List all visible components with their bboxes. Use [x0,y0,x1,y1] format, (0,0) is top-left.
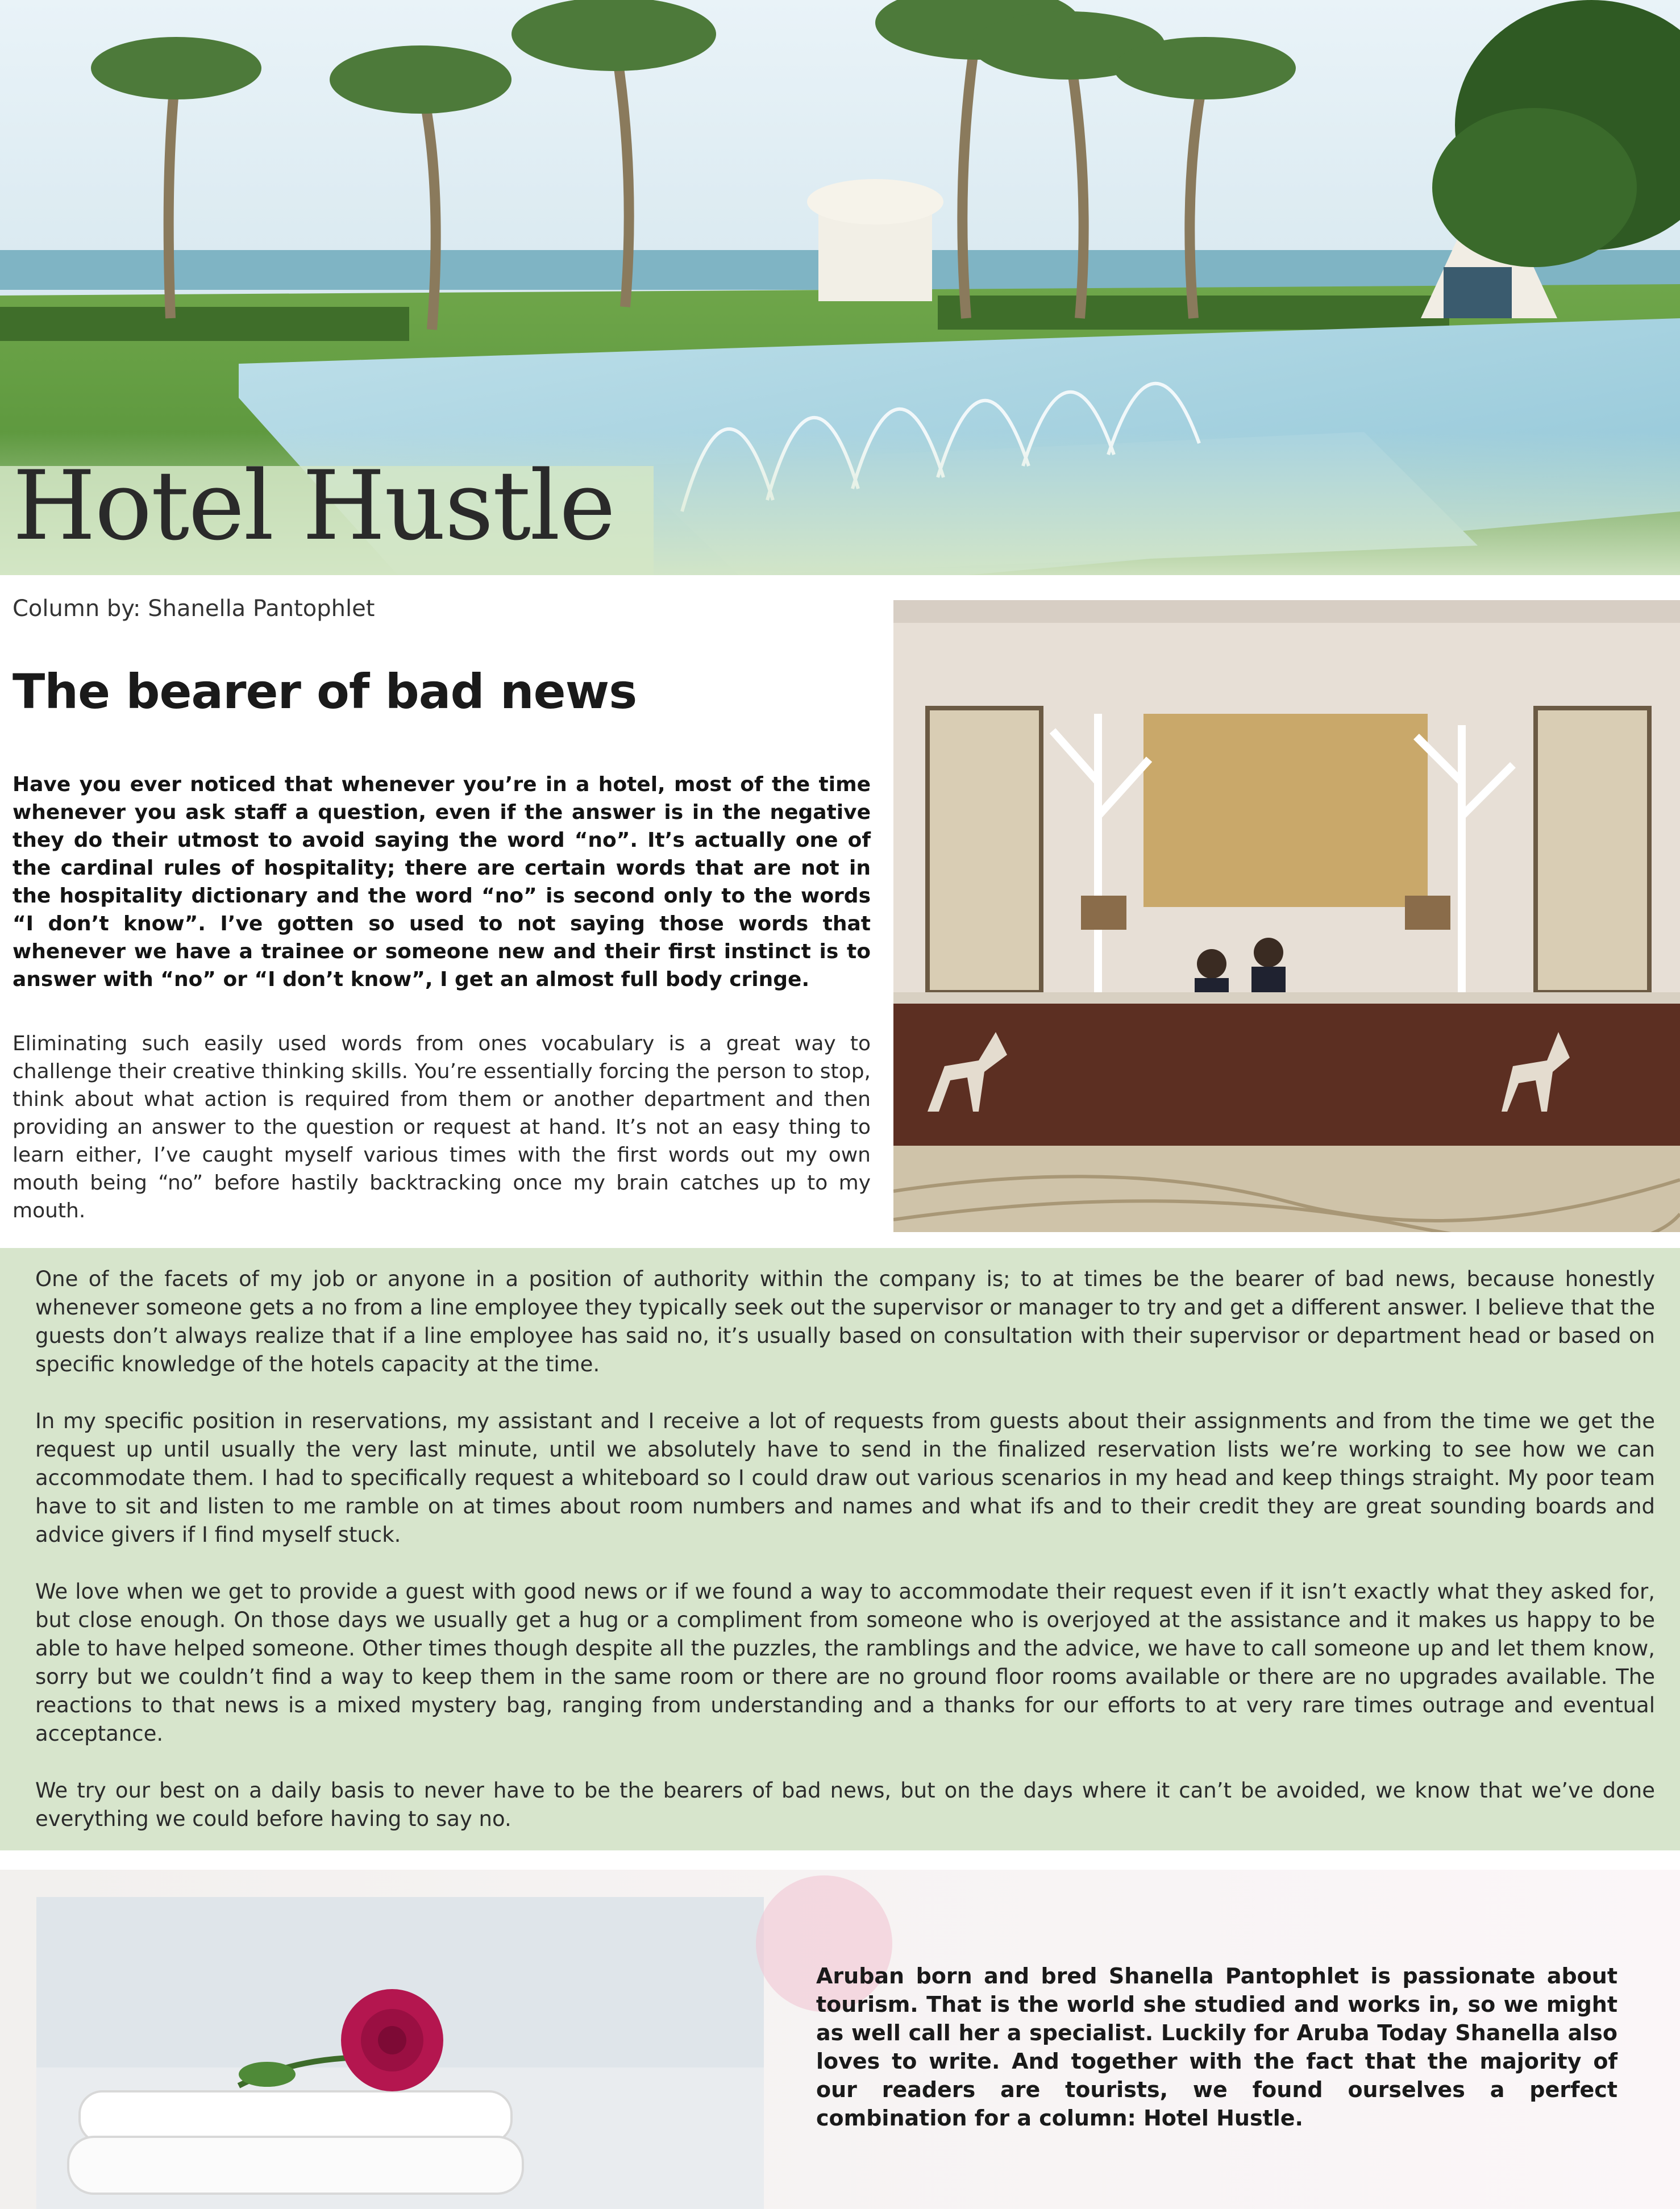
column-masthead: Hotel Hustle [13,450,615,561]
byline: Column by: Shanella Pantophlet [13,596,375,622]
article-intro: Have you ever noticed that whenever you’re in a hotel, most of the time whenever you ask staff a question, even if the answer is in the negative they do their utmost to avoid saying the word “no”. It’s actually one of the cardinal rules of hospitality; there are certain words that are not in the hospitality dictionary and the word “no” is second only to the words “I don’t know”. I’ve gotten so used to not saying those words that whenever we have a trainee or someone new and their first instinct is to answer with “no” or “I don’t know”, I get an almost full body cringe. [13,773,871,991]
article-continued-panel [0,1248,1680,1850]
author-bio: Aruban born and bred Shanella Pantophlet is passionate about tourism. That is the world she studied and works in, so we might as well call her a specialist. Luckily for Aruba Today Shanella also loves to write. And together with the fact that the majority of our readers are tourists, we found ourselves a perfect combination for a column: Hotel Hustle. [816,1963,1617,2131]
article-headline: The bearer of bad news [13,664,637,719]
article-paragraph: We love when we get to provide a guest with good news or if we found a way to accommodate their request even if it isn’t exactly what they asked for, but close enough. On those days we usually get a hug or a compliment from someone who is overjoyed at the assistance and it makes us happy to be able to have helped someone. Other times though despite all the puzzles, the ramblings and the advice, we have to call someone up and let them know, sorry but we couldn’t find a way to keep them in the same room or there are no ground floor rooms available or there are no upgrades available. The reactions to that news is a mixed mystery bag, ranging from understanding and a thanks for our efforts to at very rare times outrage and eventual acceptance. [35,1579,1655,1746]
article-paragraph: One of the facets of my job or anyone in a position of authority within the company is; to at times be the bearer of bad news, because honestly whenever someone gets a no from a line employee they typically seek out the supervisor or manager to try and get a different answer. I believe that the guests don’t always realize that if a line employee has said no, it’s usually based on consultation with their supervisor or department head or based on specific knowledge of the hotels capacity at the time. [35,1267,1655,1376]
article-paragraph: In my specific position in reservations, my assistant and I receive a lot of requests from guests about their assignments and from the time we get the request up until usually the very last minute, until we absolutely have to send in the finalized reservation lists we’re working to see how we can accommodate them. I had to specifically request a whiteboard so I could draw out various scenarios in my head and keep things straight. My poor team have to sit and listen to me ramble on at times about room numbers and names and what ifs and to their credit they are great sounding boards and advice givers if I find myself stuck. [35,1409,1655,1547]
lobby-reception-illustration [893,600,1680,1232]
article-paragraph: We try our best on a daily basis to never have to be the bearers of bad news, but on the days where it can’t be avoided, we know that we’ve done everything we could before having to say no. [35,1778,1655,1831]
hotel-lobby-photo [893,600,1680,1232]
article-paragraph: Eliminating such easily used words from ones vocabulary is a great way to challenge their creative thinking skills. You’re essentially forcing the person to stop, think about what action is required from them or another department and then providing an answer to the question or request at hand. It’s not an easy thing to learn either, I’ve caught myself various times with the first words out my own mouth being “no” before hastily backtracking once my brain catches up to my mouth. [13,1032,871,1222]
